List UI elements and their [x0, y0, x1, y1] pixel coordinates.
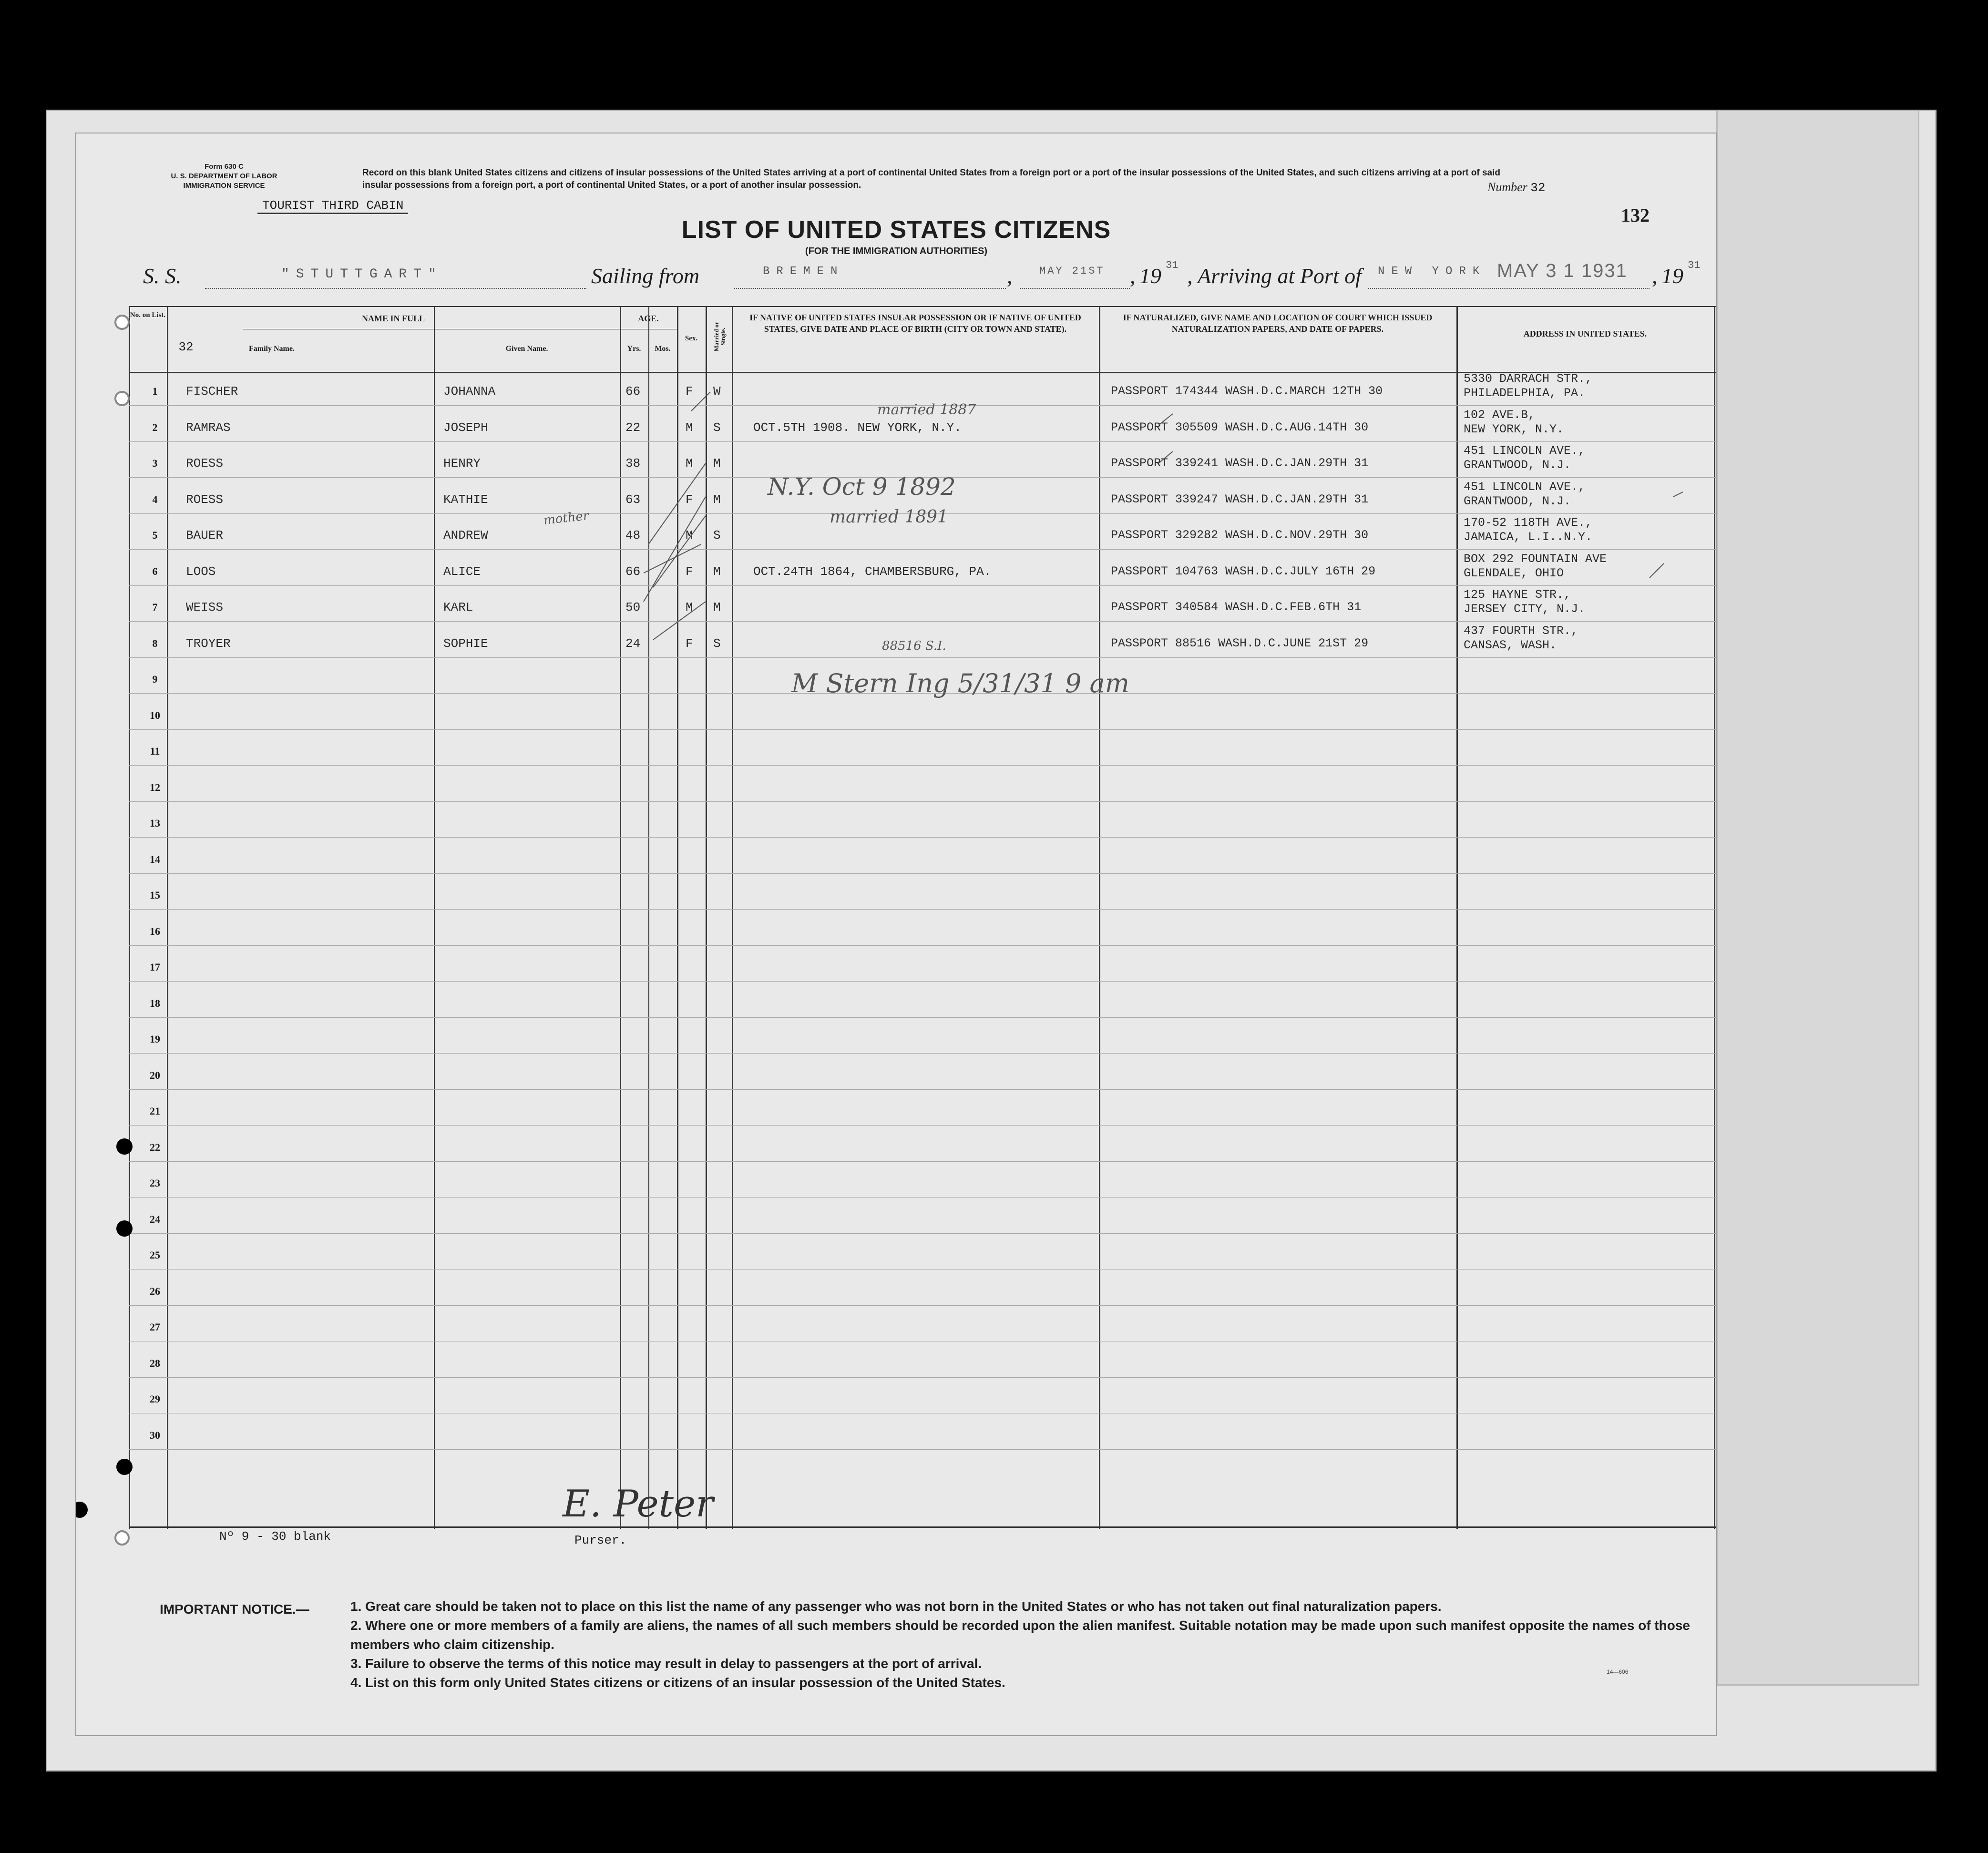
address-line-1: 5330 DARRACH STR.,	[1464, 372, 1593, 386]
passenger-table	[129, 306, 1716, 1529]
punch-hole	[76, 1502, 88, 1518]
age-years: 66	[625, 564, 641, 579]
sailing-label: Sailing from	[591, 264, 700, 288]
age-years: 22	[625, 420, 641, 435]
form-identifier	[124, 162, 324, 191]
punch-hole	[116, 1138, 133, 1155]
manifest-page	[76, 133, 1716, 1735]
col-header-family: Family Name.	[249, 345, 295, 353]
row-number: 10	[150, 709, 160, 721]
row-number: 27	[150, 1321, 160, 1333]
blank-rows-note: Nº 9 - 30 blank	[219, 1529, 331, 1544]
address-line-2: NEW YORK, N.Y.	[1464, 422, 1564, 436]
row-number: 22	[150, 1141, 160, 1153]
page-number: 132	[1621, 205, 1650, 226]
col-header-given: Given Name.	[505, 345, 548, 353]
annotation-ny-1892: N.Y. Oct 9 1892	[768, 473, 956, 501]
row-number: 7	[152, 601, 158, 613]
row-number: 5	[152, 529, 158, 541]
family-name: TROYER	[186, 636, 231, 651]
given-name: ANDREW	[443, 528, 488, 543]
notice-lead: IMPORTANT NOTICE.—	[160, 1602, 309, 1617]
sex: M	[686, 456, 693, 471]
age-years: 66	[625, 384, 641, 399]
col-header-name: NAME IN FULL	[361, 314, 425, 323]
annotation-mother: mother	[543, 509, 590, 528]
row-number: 30	[150, 1429, 160, 1441]
purser-signature: E. Peter	[563, 1483, 714, 1525]
sex: M	[686, 528, 693, 543]
form-code: 14—606	[1607, 1669, 1629, 1675]
row-number: 11	[150, 745, 160, 757]
purser-label: Purser.	[574, 1533, 627, 1547]
family-name: LOOS	[186, 564, 216, 579]
list-number: Number 32	[1487, 180, 1546, 195]
marital-status: S	[713, 528, 721, 543]
ship-underline	[205, 288, 586, 289]
row-number: 9	[152, 673, 158, 685]
row-number: 18	[150, 997, 160, 1009]
row-number: 6	[152, 565, 158, 577]
notice-item: 1. Great care should be taken not to place on this list the name of any passenger who was not born in the United States or who has not taken out final naturalization papers.	[350, 1599, 1442, 1614]
row-number: 21	[150, 1105, 160, 1117]
address-line-1: 451 LINCOLN AVE.,	[1464, 480, 1586, 494]
family-name: BAUER	[186, 528, 224, 543]
row-number: 29	[150, 1393, 160, 1405]
row-number: 25	[150, 1249, 160, 1261]
list-number-value: 32	[1530, 181, 1546, 195]
row-number: 23	[150, 1177, 160, 1189]
cabin-class: TOURIST THIRD CABIN	[257, 198, 408, 214]
punch-hole	[116, 1459, 133, 1475]
col-header-married: Married or Single.	[713, 321, 727, 352]
sex: M	[686, 600, 693, 614]
voyage-line: S. S. "STUTTGART" Sailing from BREMEN , MAY 21ST , 19 31 , Arriving at Port of NEW YORK MAY 3 1 1931 , 19 31	[143, 259, 1701, 288]
marital-status: S	[713, 420, 721, 435]
row-number: 24	[150, 1213, 160, 1225]
family-name: ROESS	[186, 492, 224, 507]
naturalization-papers: PASSPORT 305509 WASH.D.C.AUG.14TH 30	[1111, 420, 1369, 434]
service: IMMIGRATION SERVICE	[183, 182, 265, 190]
given-name: KARL	[443, 600, 473, 614]
ship-name: "STUTTGART"	[281, 267, 443, 282]
given-name: KATHIE	[443, 492, 488, 507]
col-header-address: ADDRESS IN UNITED STATES.	[1523, 329, 1647, 338]
row-number: 4	[152, 493, 158, 505]
row-number: 19	[150, 1033, 160, 1045]
address-line-2: GRANTWOOD, N.J.	[1464, 494, 1571, 508]
given-name: SOPHIE	[443, 636, 488, 651]
address-line-1: 437 FOURTH STR.,	[1464, 624, 1578, 638]
row-number: 12	[150, 781, 160, 793]
age-years: 48	[625, 528, 641, 543]
col-header-age: AGE.	[638, 314, 659, 323]
family-name: ROESS	[186, 456, 224, 471]
sailing-year: 31	[1166, 259, 1178, 271]
address-line-2: GRANTWOOD, N.J.	[1464, 458, 1571, 472]
punch-hole	[114, 315, 130, 330]
age-years: 63	[625, 492, 641, 507]
address-line-1: 451 LINCOLN AVE.,	[1464, 444, 1586, 458]
age-years: 24	[625, 636, 641, 651]
port-underline	[734, 288, 1006, 289]
arriving-label: , Arriving at Port of	[1187, 264, 1362, 288]
sailing-date: MAY 21ST	[1039, 265, 1105, 277]
address-line-1: 102 AVE.B,	[1464, 408, 1536, 422]
marital-status: M	[713, 456, 721, 471]
arrival-date-stamp: MAY 3 1 1931	[1497, 260, 1628, 281]
address-line-1: 125 HAYNE STR.,	[1464, 588, 1571, 602]
sex: M	[686, 420, 693, 435]
marital-status: M	[713, 564, 721, 579]
naturalization-papers: PASSPORT 339247 WASH.D.C.JAN.29TH 31	[1111, 492, 1369, 506]
row-number: 8	[152, 637, 158, 649]
arrival-year-prefix: 19	[1661, 264, 1683, 288]
col-header-sex: Sex.	[685, 335, 698, 342]
given-name: JOSEPH	[443, 420, 488, 435]
row-number: 20	[150, 1069, 160, 1081]
notice-item: 2. Where one or more members of a family are aliens, the names of all such members should be recorded upon the alien manifest. Suitable notation may be made upon such manifest opposite the names of those members who claim citizenship.	[350, 1618, 1690, 1652]
punch-hole	[114, 391, 130, 406]
row-number: 26	[150, 1285, 160, 1297]
date-underline	[1020, 288, 1130, 289]
family-name: RAMRAS	[186, 420, 231, 435]
col-header-yrs: Yrs.	[627, 345, 641, 353]
department: U. S. DEPARTMENT OF LABOR	[171, 172, 277, 180]
marital-status: W	[713, 384, 721, 399]
marital-status: S	[713, 636, 721, 651]
naturalization-papers: PASSPORT 340584 WASH.D.C.FEB.6TH 31	[1111, 600, 1362, 614]
given-name: HENRY	[443, 456, 481, 471]
age-years: 38	[625, 456, 641, 471]
family-name: WEISS	[186, 600, 224, 614]
col-header-no: No. on List.	[130, 311, 166, 319]
birth-details: OCT.24TH 1864, CHAMBERSBURG, PA.	[753, 564, 992, 579]
sex: F	[686, 384, 693, 399]
checkmark-strokes	[129, 306, 1716, 1529]
sailing-port: BREMEN	[763, 265, 844, 278]
row-number: 17	[150, 961, 160, 973]
address-line-2: GLENDALE, OHIO	[1464, 566, 1564, 580]
underlying-sheet-edge	[1716, 110, 1919, 1686]
year-prefix: 19	[1139, 264, 1161, 288]
row-number: 28	[150, 1357, 160, 1369]
birth-details: OCT.5TH 1908. NEW YORK, N.Y.	[753, 420, 962, 435]
row-number: 16	[150, 925, 160, 937]
col-header-birth: IF NATIVE OF UNITED STATES INSULAR POSSESSION OR IF NATIVE OF UNITED STATES, GIVE DATE AND PLACE OF BIRTH (CITY OR TOWN AND STATE).	[749, 313, 1081, 334]
sex: F	[686, 564, 693, 579]
address-line-2: PHILADELPHIA, PA.	[1464, 386, 1586, 400]
marital-status: M	[713, 600, 721, 614]
form-instructions: Record on this blank United States citizens and citizens of insular possessions of the United States arriving at a port of continental United States from a foreign port or a port of the insular possessions of the United States, and such citizens arriving at a port of said insular possessions from a foreign port, a port of continental United States, or a port of another insular possession.	[362, 168, 1501, 190]
row-number: 15	[150, 889, 160, 901]
notice-item: 4. List on this form only United States citizens or citizens of an insular possession of the United States.	[350, 1675, 1005, 1690]
punch-hole	[116, 1220, 133, 1237]
given-name: ALICE	[443, 564, 481, 579]
ss-label: S. S.	[143, 264, 182, 288]
naturalization-papers: PASSPORT 104763 WASH.D.C.JULY 16TH 29	[1111, 564, 1376, 578]
col-header-naturalized: IF NATURALIZED, GIVE NAME AND LOCATION OF COURT WHICH ISSUED NATURALIZATION PAPERS, AND DATE OF PAPERS.	[1123, 313, 1433, 334]
naturalization-papers: PASSPORT 339241 WASH.D.C.JAN.29TH 31	[1111, 456, 1369, 470]
address-line-1: 170-52 118TH AVE.,	[1464, 516, 1593, 530]
address-line-1: BOX 292 FOUNTAIN AVE	[1464, 552, 1607, 566]
col-header-mos: Mos.	[655, 345, 671, 353]
family-name: FISCHER	[186, 384, 238, 399]
naturalization-papers: PASSPORT 329282 WASH.D.C.NOV.29TH 30	[1111, 528, 1369, 542]
address-line-2: CANSAS, WASH.	[1464, 638, 1557, 652]
given-name: JOHANNA	[443, 384, 496, 399]
row-number: 13	[150, 817, 160, 829]
naturalization-papers: PASSPORT 174344 WASH.D.C.MARCH 12TH 30	[1111, 384, 1383, 398]
row-number: 1	[152, 385, 158, 397]
form-number: Form 630 C	[205, 163, 244, 171]
annotation-stamp-88516: 88516 S.I.	[882, 639, 946, 653]
address-line-2: JERSEY CITY, N.J.	[1464, 602, 1586, 616]
annotation-married-1891: married 1891	[830, 507, 948, 527]
row-number: 3	[152, 457, 158, 469]
annotation-inspector: M Stern Ing 5/31/31 9 am	[791, 668, 1129, 698]
address-line-2: JAMAICA, L.I..N.Y.	[1464, 530, 1593, 544]
sex: F	[686, 492, 693, 507]
sex: F	[686, 636, 693, 651]
page-subtitle: (FOR THE IMMIGRATION AUTHORITIES)	[805, 246, 988, 256]
notice-items	[350, 1597, 1704, 1692]
col-header-list-no: 32	[178, 340, 194, 354]
row-number: 2	[152, 421, 158, 433]
arrival-year: 31	[1688, 259, 1701, 271]
marital-status: M	[713, 492, 721, 507]
notice-item: 3. Failure to observe the terms of this notice may result in delay to passengers at the port of arrival.	[350, 1656, 982, 1671]
page-title: LIST OF UNITED STATES CITIZENS	[681, 216, 1111, 244]
row-number: 14	[150, 853, 160, 865]
punch-hole	[114, 1530, 130, 1546]
age-years: 50	[625, 600, 641, 614]
annotation-married-1887: married 1887	[877, 401, 976, 418]
arrival-port: NEW YORK	[1378, 265, 1486, 278]
naturalization-papers: PASSPORT 88516 WASH.D.C.JUNE 21ST 29	[1111, 636, 1369, 650]
arrival-underline	[1368, 288, 1650, 289]
